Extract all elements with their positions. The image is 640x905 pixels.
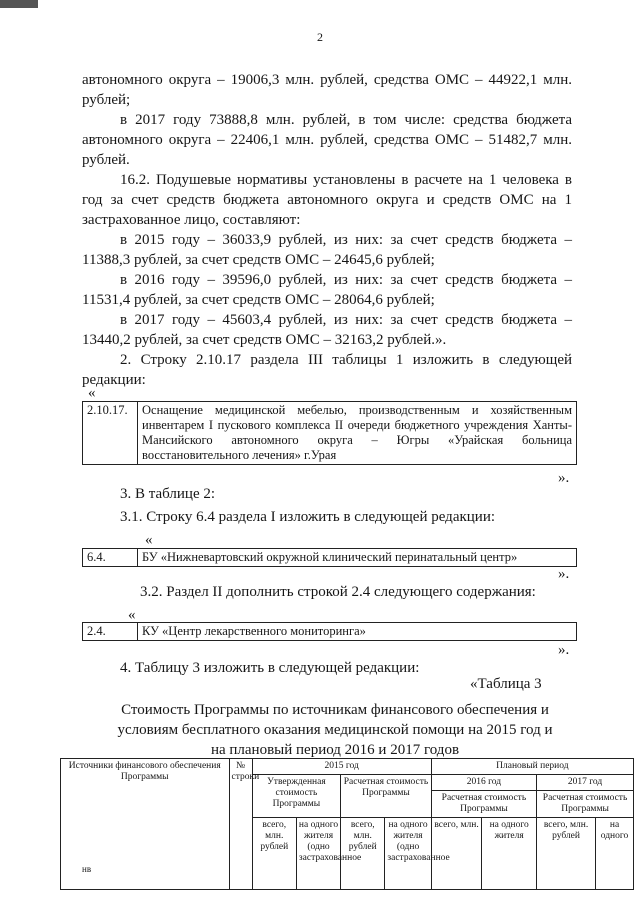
row-6-4-table xyxy=(82,548,577,567)
table-3-label: «Таблица 3 xyxy=(470,676,542,692)
paragraph-16-2: 16.2. Подушевые нормативы установлены в расчете на 1 человека в год за счет средств бюджета автономного округа и средств ОМС на 1 застрахованное лицо, составляют: xyxy=(82,172,572,228)
header-per-insured-approved: на одного жителя (одно застрахованное xyxy=(296,818,340,890)
header-calc-cost-2017: Расчетная стоимость Программы xyxy=(537,791,634,818)
header-2015: 2015 год xyxy=(252,759,431,775)
header-2017: 2017 год xyxy=(537,775,634,791)
header-total-2015-calc: всего, млн. рублей xyxy=(341,818,385,890)
header-approved-cost: Утвержденная стоимость Программы xyxy=(252,775,340,818)
quote-close: ». xyxy=(558,642,570,658)
header-total-2016: всего, млн. xyxy=(431,818,482,890)
section-4-heading: 4. Таблицу 3 изложить в следующей редакции: xyxy=(120,660,420,676)
quote-close: ». xyxy=(558,566,570,582)
paragraph-item-2: 2. Строку 2.10.17 раздела III таблицы 1 изложить в следующей редакции: xyxy=(82,352,572,388)
section-3-heading: 3. В таблице 2: xyxy=(120,486,216,502)
quote-open: « xyxy=(145,532,153,548)
header-per-one-2017: на одного xyxy=(596,818,634,890)
header-calc-cost-2016: Расчетная стоимость Программы xyxy=(431,791,536,818)
row-text: КУ «Центр лекарственного мониторинга» xyxy=(138,623,577,641)
row-2-10-17-table xyxy=(82,401,577,465)
paragraph-2017-total: в 2017 году 73888,8 млн. рублей, в том числе: средства бюджета автономного округа – 22406,1 млн. рублей, средства ОМС – 51482,7 млн. рублей. xyxy=(82,112,572,168)
quote-close: ». xyxy=(558,470,570,486)
header-per-insured-calc: на одного жителя (одно застрахованное xyxy=(385,818,431,890)
page-number: 2 xyxy=(317,30,323,44)
row-number: 2.10.17. xyxy=(83,402,138,465)
row-2-4-table xyxy=(82,622,577,641)
quote-open: « xyxy=(128,607,136,623)
paragraph-2017-norm: в 2017 году – 45603,4 рублей, из них: за счет средств бюджета – 13440,2 рублей, за счет средств ОМС – 32163,2 рублей.». xyxy=(82,312,572,348)
header-source: Источники финансового обеспечения Программы xyxy=(61,759,230,890)
section-3-1: 3.1. Строку 6.4 раздела I изложить в следующей редакции: xyxy=(120,509,496,525)
quote-open: « xyxy=(88,385,96,401)
header-total-2015-approved: всего, млн. рублей xyxy=(252,818,296,890)
paragraph-2015-norm: в 2015 году – 36033,9 рублей, из них: за счет средств бюджета – 11388,3 рублей, за счет средств ОМС – 24645,6 рублей; xyxy=(82,232,572,268)
table-3 xyxy=(60,758,634,890)
scan-edge-mark xyxy=(0,0,38,8)
row-number: 2.4. xyxy=(83,623,138,641)
header-2016: 2016 год xyxy=(431,775,536,791)
table-3-title: Стоимость Программы по источникам финансового обеспечения и условиям бесплатного оказания медицинской помощи на 2015 год и на плановый период 2016 и 2017 годов xyxy=(117,702,553,758)
header-total-2017: всего, млн. рублей xyxy=(537,818,596,890)
paragraph-budget-2016-tail: автономного округа – 19006,3 млн. рублей, средства ОМС – 44922,1 млн. рублей; xyxy=(82,72,572,108)
header-plan-period: Плановый период xyxy=(431,759,633,775)
paragraph-2016-norm: в 2016 году – 39596,0 рублей, из них: за счет средств бюджета – 11531,4 рублей, за счет средств ОМС – 28064,6 рублей; xyxy=(82,272,572,308)
row-text: БУ «Нижневартовский окружной клинический перинатальный центр» xyxy=(138,549,577,567)
row-number: 6.4. xyxy=(83,549,138,567)
header-per-resident-2016: на одного жителя xyxy=(482,818,537,890)
row-text: Оснащение медицинской мебелью, производственным и хозяйственным инвентарем I пускового комплекса II очереди бюджетного учреждения Ханты-Мансийского автономного округа – Югры «Урайская больница восстановительного лечения» г.Урая xyxy=(138,402,577,465)
header-calc-cost: Расчетная стоимость Программы xyxy=(341,775,432,818)
footer-mark: нв xyxy=(82,864,92,874)
section-3-2: 3.2. Раздел II дополнить строкой 2.4 следующего содержания: xyxy=(140,584,536,600)
header-line-number: № строки xyxy=(229,759,252,890)
